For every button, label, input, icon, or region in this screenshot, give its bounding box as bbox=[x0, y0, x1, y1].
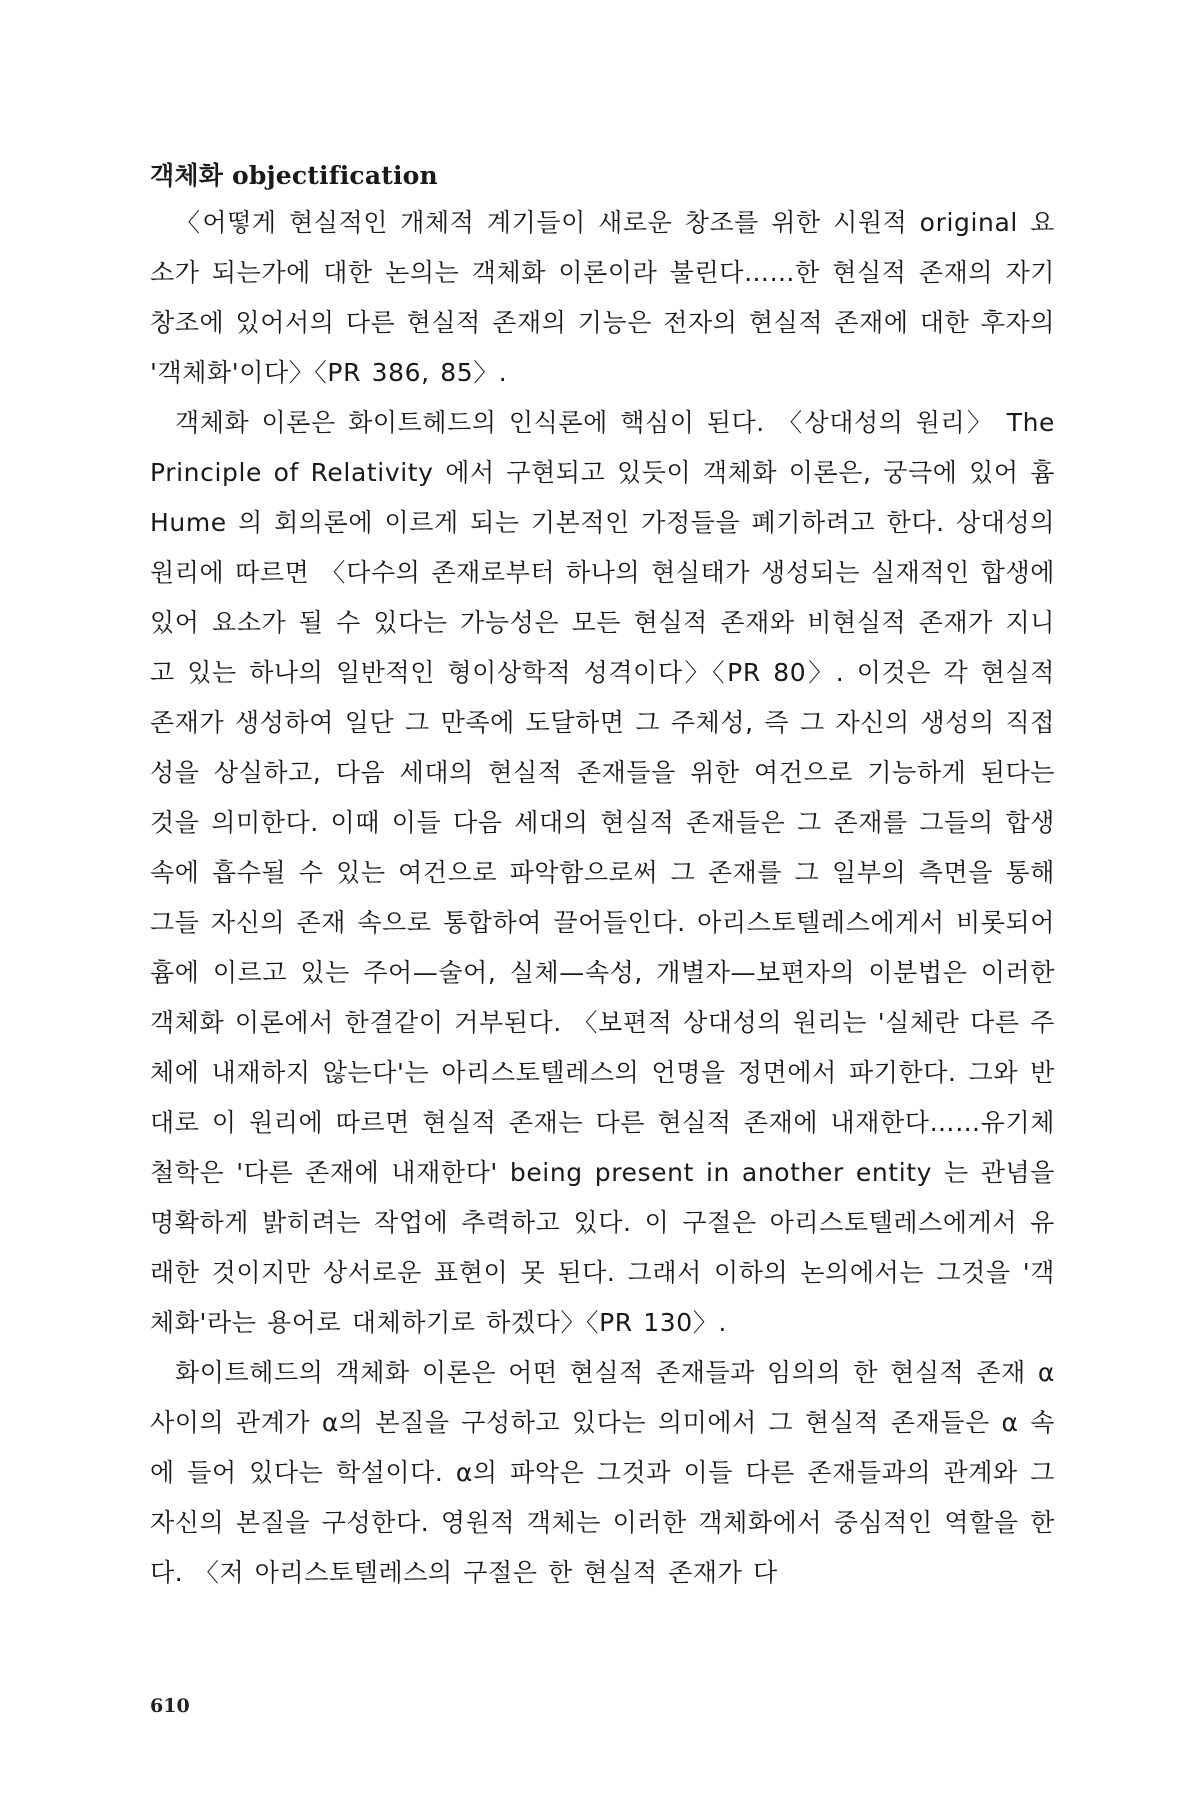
entry-heading bbox=[150, 158, 1055, 194]
paragraph-1: 〈어떻게 현실적인 개체적 계기들이 새로운 창조를 위한 시원적 original 요소가 되는가에 대한 논의는 객체화 이론이라 불린다……한 현실적 존재의 자기 창조에 있어서의 다른 현실적 존재의 기능은 전자의 현실적 존재에 대한 후자의 '객체화'이다〉〈PR 386, 85〉. bbox=[150, 208, 1055, 387]
page-body bbox=[150, 158, 1055, 1718]
entry-term-english: objectification bbox=[231, 161, 438, 190]
entry-term-korean: 객체화 bbox=[150, 161, 224, 190]
paragraph-3: 화이트헤드의 객체화 이론은 어떤 현실적 존재들과 임의의 한 현실적 존재 α 사이의 관계가 α의 본질을 구성하고 있다는 의미에서 그 현실적 존재들은 α 속에 들어 있다는 학설이다. α의 파악은 그것과 이들 다른 존재들과의 관계와 그 자신의 본질을 구성한다. 영원적 객체는 이러한 객체화에서 중심적인 역할을 한다. 〈저 아리스토텔레스의 구절은 한 현실적 존재가 다 bbox=[150, 1358, 1055, 1587]
page-number: 610 bbox=[150, 1695, 190, 1717]
paragraph-2: 객체화 이론은 화이트헤드의 인식론에 핵심이 된다. 〈상대성의 원리〉 The Principle of Relativity 에서 구현되고 있듯이 객체화 이론은, 궁극에 있어 흄 Hume 의 회의론에 이르게 되는 기본적인 가정들을 폐기하려고 한다. 상대성의 원리에 따르면 〈다수의 존재로부터 하나의 현실태가 생성되는 실재적인 합생에 있어 요소가 될 수 있다는 가능성은 모든 현실적 존재와 비현실적 존재가 지니고 있는 하나의 일반적인 형이상학적 성격이다〉〈PR 80〉. 이것은 각 현실적 존재가 생성하여 일단 그 만족에 도달하면 그 주체성, 즉 그 자신의 생성의 직접성을 상실하고, 다음 세대의 현실적 존재들을 위한 여건으로 기능하게 된다는 것을 의미한다. 이때 이들 다음 세대의 현실적 존재들은 그 존재를 그들의 합생 속에 흡수될 수 있는 여건으로 파악함으로써 그 존재를 그 일부의 측면을 통해 그들 자신의 존재 속으로 통합하여 끌어들인다. 아리스토텔레스에게서 비롯되어 흄에 이르고 있는 주어—술어, 실체—속성, 개별자—보편자의 이분법은 이러한 객체화 이론에서 한결같이 거부된다. 〈보편적 상대성의 원리는 '실체란 다른 주체에 내재하지 않는다'는 아리스토텔레스의 언명을 정면에서 파기한다. 그와 반대로 이 원리에 따르면 현실적 존재는 다른 현실적 존재에 내재한다……유기체 철학은 '다른 존재에 내재한다' being present in another entity 는 관념을 명확하게 밝히려는 작업에 추력하고 있다. 이 구절은 아리스토텔레스에게서 유래한 것이지만 상서로운 표현이 못 된다. 그래서 이하의 논의에서는 그것을 '객체화'라는 용어로 대체하기로 하겠다〉〈PR 130〉. bbox=[150, 408, 1055, 1337]
